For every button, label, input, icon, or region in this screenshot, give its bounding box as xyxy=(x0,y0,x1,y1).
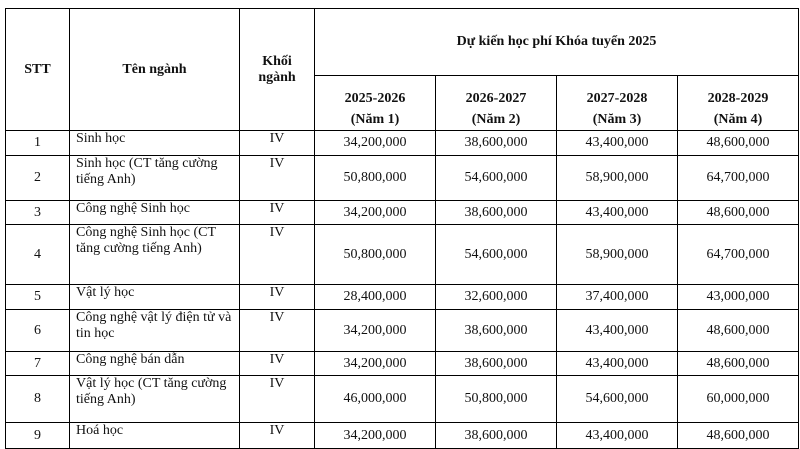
header-row-top xyxy=(6,9,799,76)
table-row xyxy=(6,201,799,225)
year-range: 2025-2026 xyxy=(344,91,406,106)
row-block: IV xyxy=(240,131,315,156)
table-row xyxy=(6,156,799,201)
fee-year-1: 34,200,000 xyxy=(315,423,436,449)
table-row xyxy=(6,376,799,423)
row-major-name: Sinh học (CT tăng cường tiếng Anh) xyxy=(70,156,240,201)
tuition-fee-table xyxy=(5,8,799,449)
fee-year-3: 58,900,000 xyxy=(557,156,678,201)
row-stt: 9 xyxy=(6,423,70,449)
fee-year-4: 60,000,000 xyxy=(678,376,799,423)
table-row xyxy=(6,131,799,156)
row-block: IV xyxy=(240,156,315,201)
row-major-name: Hoá học xyxy=(70,423,240,449)
row-stt: 1 xyxy=(6,131,70,156)
fee-year-3: 43,400,000 xyxy=(557,423,678,449)
row-block: IV xyxy=(240,310,315,352)
row-stt: 8 xyxy=(6,376,70,423)
header-year-3 xyxy=(557,76,678,131)
fee-year-1: 46,000,000 xyxy=(315,376,436,423)
row-major-name: Vật lý học (CT tăng cường tiếng Anh) xyxy=(70,376,240,423)
table-row xyxy=(6,310,799,352)
fee-year-3: 37,400,000 xyxy=(557,285,678,310)
fee-year-2: 38,600,000 xyxy=(436,310,557,352)
fee-year-1: 34,200,000 xyxy=(315,352,436,376)
fee-year-3: 43,400,000 xyxy=(557,310,678,352)
fee-year-2: 54,600,000 xyxy=(436,225,557,285)
year-label: (Năm 4) xyxy=(713,112,763,127)
table-row xyxy=(6,285,799,310)
row-block: IV xyxy=(240,201,315,225)
fee-year-2: 54,600,000 xyxy=(436,156,557,201)
fee-year-4: 43,000,000 xyxy=(678,285,799,310)
header-block: Khối ngành xyxy=(240,9,315,131)
table-body xyxy=(6,131,799,449)
header-year-4 xyxy=(678,76,799,131)
row-major-name: Vật lý học xyxy=(70,285,240,310)
fee-year-2: 38,600,000 xyxy=(436,131,557,156)
fee-year-4: 64,700,000 xyxy=(678,156,799,201)
fee-year-4: 48,600,000 xyxy=(678,310,799,352)
row-stt: 6 xyxy=(6,310,70,352)
row-block: IV xyxy=(240,423,315,449)
row-major-name: Công nghệ Sinh học (CT tăng cường tiếng Anh) xyxy=(70,225,240,285)
row-stt: 3 xyxy=(6,201,70,225)
header-stt: STT xyxy=(6,9,70,131)
table-row xyxy=(6,225,799,285)
row-block: IV xyxy=(240,352,315,376)
year-range: 2027-2028 xyxy=(586,91,648,106)
row-major-name: Sinh học xyxy=(70,131,240,156)
row-stt: 4 xyxy=(6,225,70,285)
fee-year-2: 32,600,000 xyxy=(436,285,557,310)
year-label: (Năm 2) xyxy=(471,112,521,127)
fee-year-2: 38,600,000 xyxy=(436,201,557,225)
fee-year-1: 50,800,000 xyxy=(315,156,436,201)
fee-year-2: 38,600,000 xyxy=(436,352,557,376)
row-block: IV xyxy=(240,285,315,310)
fee-year-1: 34,200,000 xyxy=(315,131,436,156)
fee-year-1: 28,400,000 xyxy=(315,285,436,310)
fee-year-4: 64,700,000 xyxy=(678,225,799,285)
fee-year-2: 50,800,000 xyxy=(436,376,557,423)
fee-year-4: 48,600,000 xyxy=(678,131,799,156)
table-row xyxy=(6,423,799,449)
row-major-name: Công nghệ bán dẫn xyxy=(70,352,240,376)
fee-year-1: 34,200,000 xyxy=(315,310,436,352)
row-major-name: Công nghệ vật lý điện tử và tin học xyxy=(70,310,240,352)
fee-year-1: 34,200,000 xyxy=(315,201,436,225)
row-stt: 2 xyxy=(6,156,70,201)
row-stt: 7 xyxy=(6,352,70,376)
header-major-name: Tên ngành xyxy=(70,9,240,131)
fee-year-4: 48,600,000 xyxy=(678,423,799,449)
row-stt: 5 xyxy=(6,285,70,310)
fee-year-3: 43,400,000 xyxy=(557,201,678,225)
fee-year-4: 48,600,000 xyxy=(678,201,799,225)
table-row xyxy=(6,352,799,376)
row-block: IV xyxy=(240,225,315,285)
header-year-1 xyxy=(315,76,436,131)
fee-year-3: 43,400,000 xyxy=(557,131,678,156)
fee-year-3: 58,900,000 xyxy=(557,225,678,285)
fee-year-1: 50,800,000 xyxy=(315,225,436,285)
row-major-name: Công nghệ Sinh học xyxy=(70,201,240,225)
row-block: IV xyxy=(240,376,315,423)
year-label: (Năm 1) xyxy=(350,112,400,127)
year-range: 2026-2027 xyxy=(465,91,527,106)
year-label: (Năm 3) xyxy=(592,112,642,127)
table-header xyxy=(6,9,799,131)
fee-year-4: 48,600,000 xyxy=(678,352,799,376)
header-estimate-title: Dự kiến học phí Khóa tuyển 2025 xyxy=(315,9,799,76)
fee-year-3: 43,400,000 xyxy=(557,352,678,376)
year-range: 2028-2029 xyxy=(707,91,769,106)
header-year-2 xyxy=(436,76,557,131)
fee-year-3: 54,600,000 xyxy=(557,376,678,423)
fee-year-2: 38,600,000 xyxy=(436,423,557,449)
